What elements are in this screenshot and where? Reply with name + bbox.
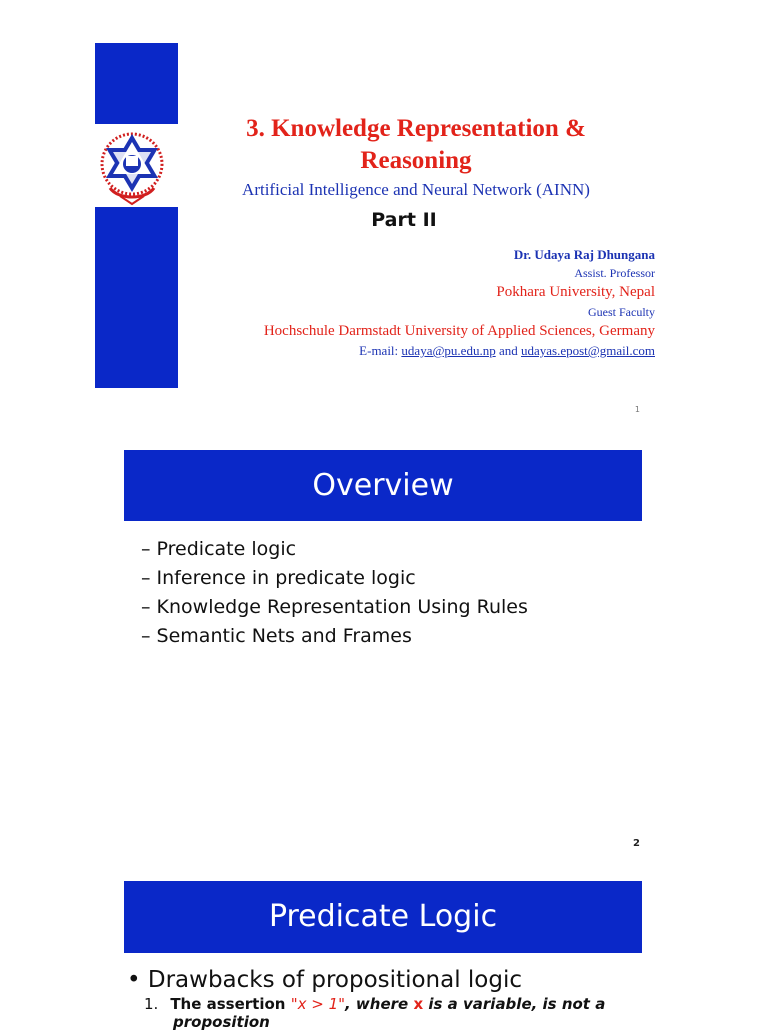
item-text-b: "x > 1" [290, 995, 346, 1013]
item-text-c: , where [345, 995, 414, 1013]
slide-number-2: 2 [633, 838, 640, 849]
pokhara-university-logo-icon [96, 126, 184, 208]
slide-number-1: 1 [634, 405, 640, 414]
item-text-e: is a variable, is not a [423, 995, 606, 1013]
overview-list [141, 535, 528, 651]
author-guest: Guest Faculty [588, 305, 655, 319]
list-item: – Knowledge Representation Using Rules [141, 596, 528, 618]
author-university: Pokhara University, Nepal [496, 284, 655, 300]
slide3-bullet: • Drawbacks of propositional logic [127, 967, 522, 993]
slide1-title-line1: 3. Knowledge Representation & [246, 115, 586, 142]
slide3-item-continuation: proposition [173, 1013, 270, 1031]
list-item: – Inference in predicate logic [141, 567, 416, 589]
slide3-heading: Predicate Logic [124, 881, 642, 953]
author-name: Dr. Udaya Raj Dhungana [513, 247, 655, 262]
item-text-a: The assertion [170, 995, 291, 1013]
email-prefix: E-mail: [359, 343, 402, 358]
item-number: 1. [144, 995, 159, 1013]
item-text-d: x [413, 995, 424, 1013]
list-item: – Predicate logic [141, 538, 297, 560]
email-link-2[interactable]: udayas.epost@gmail.com [521, 343, 655, 358]
email-and: and [495, 343, 521, 358]
slide1-title-line2: Reasoning [360, 147, 472, 174]
list-item: – Semantic Nets and Frames [141, 625, 412, 647]
email-link-1[interactable]: udaya@pu.edu.np [401, 343, 496, 358]
blue-bar-bottom [95, 207, 178, 388]
author-institution: Hochschule Darmstadt University of Applied Sciences, Germany [263, 323, 655, 339]
slide1-title [186, 113, 646, 177]
slide3-item [144, 995, 605, 1013]
slide2-heading: Overview [124, 450, 642, 521]
blue-bar-top [95, 43, 178, 124]
author-position: Assist. Professor [574, 266, 655, 280]
slide1-part: Part II [371, 209, 437, 231]
slide1-subtitle: Artificial Intelligence and Neural Network (AINN) [242, 180, 590, 199]
author-email [359, 343, 655, 359]
